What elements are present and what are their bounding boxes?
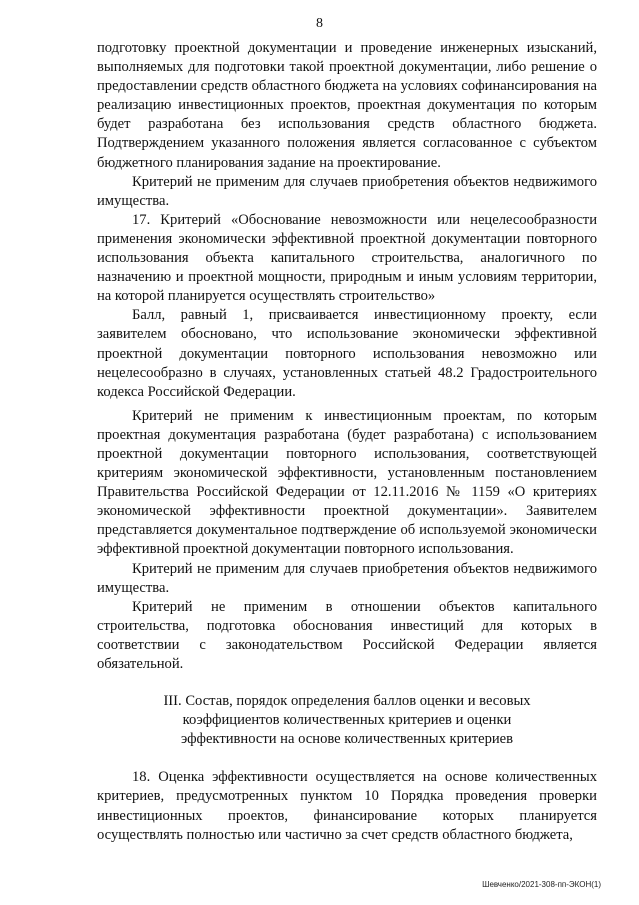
paragraph-score-rule: Балл, равный 1, присваивается инвестиционному проекту, если заявителем обосновано, что использование экономически эффективной проектной документации повторного использования невозможно или нецелесообразно в случаях, установленных статьей 48.2 Градостроительного кодекса Российской Федерации.	[97, 307, 597, 400]
document-footer-code: Шевченко/2021-308-пп-ЭКОН(1)	[482, 880, 601, 889]
page-number: 8	[316, 16, 323, 31]
section-heading	[97, 692, 597, 749]
paragraph-criterion-exception: Критерий не применим к инвестиционным проектам, по которым проектная документация разработана (будет разработана) с использованием проектной документации повторного использования, соответствующей критериям экономической эффективности, установленным постановлением Правительства Российской Федерации от 12.11.2016 № 1159 «О критериях экономической эффективности проектной документации». Заявителем представляется документальное подтверждение об используемой экономически эффективной проектной документации повторного использования.	[97, 407, 597, 558]
section-heading-line: III. Состав, порядок определения баллов оценки и весовых	[163, 693, 531, 710]
paragraph-item-18: 18. Оценка эффективности осуществляется на основе количественных критериев, предусмотренных пунктом 10 Порядка проведения проверки инвестиционных проектов, финансирование которых планируется осуществлять полностью или частично за счет средств областного бюджета,	[97, 769, 597, 843]
paragraph-criterion-not-applicable: Критерий не применим для случаев приобретения объектов недвижимого имущества.	[97, 173, 597, 209]
section-heading-line: коэффициентов количественных критериев и оценки	[182, 712, 512, 729]
paragraph-continuation: подготовку проектной документации и проведение инженерных изысканий, выполняемых для подготовки такой проектной документации, либо решение о предоставлении средств областного бюджета на условиях софинансирования на реализацию инвестиционных проектов, проектная документация по которым будет разработана без использования средств областного бюджета. Подтверждением указанного положения является согласованное с субъектом бюджетного планирования задание на проектирование.	[97, 40, 597, 171]
paragraph-criterion-not-applicable-real-estate: Критерий не применим для случаев приобретения объектов недвижимого имущества.	[97, 560, 597, 596]
document-body	[97, 39, 597, 845]
paragraph-criterion-not-applicable-capital: Критерий не применим в отношении объектов капитального строительства, подготовка обоснования инвестиций для которых в соответствии с законодательством Российской Федерации является обязательной.	[97, 598, 597, 672]
section-heading-line: эффективности на основе количественных критериев	[180, 731, 514, 748]
paragraph-criterion-17: 17. Критерий «Обоснование невозможности или нецелесообразности применения экономически эффективной проектной документации повторного использования объекта капитального строительства, аналогичного по назначению и проектной мощности, природным и иным условиям территории, на которой планируется осуществлять строительство»	[97, 211, 597, 305]
